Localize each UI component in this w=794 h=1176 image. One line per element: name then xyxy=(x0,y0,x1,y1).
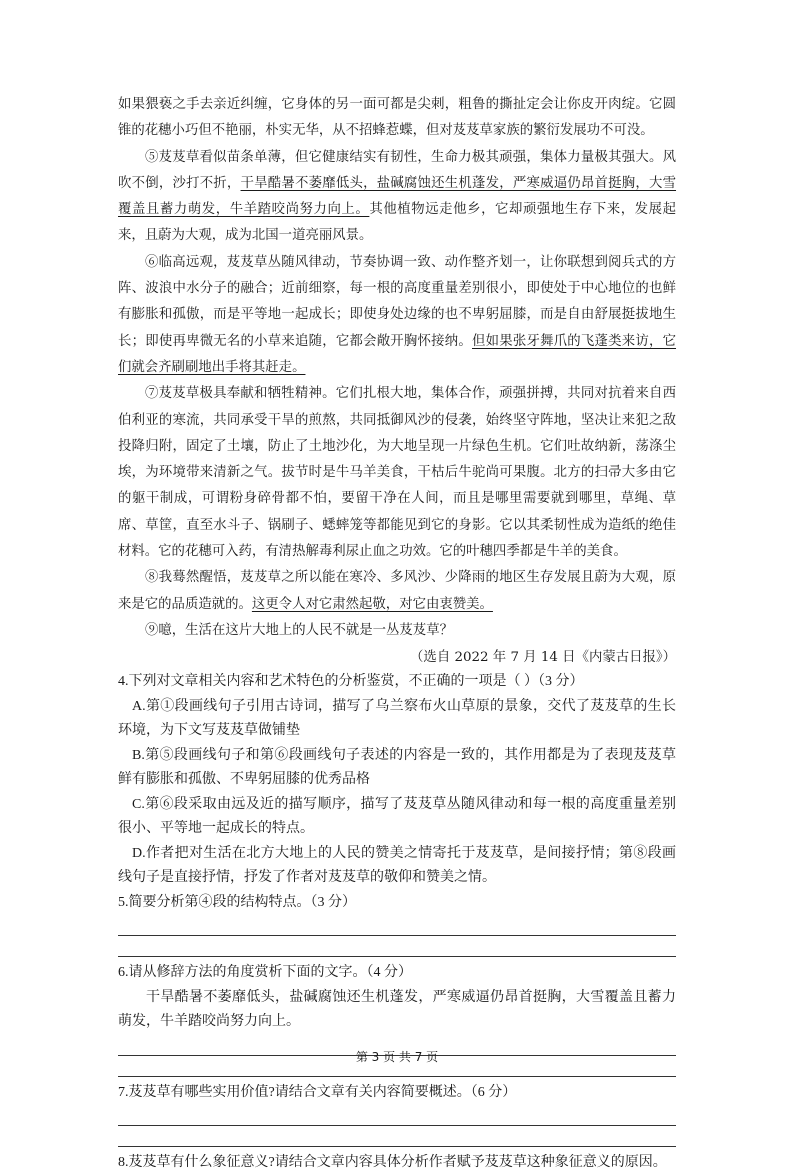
paragraph-5-underlined-sentence: 干旱酷暑不萎靡低头，盐碱腐蚀还生机蓬发，严寒威逼仍昂首挺胸，大雪覆盖且蓄力萌发，牛羊踏咬尚努力向上。 xyxy=(118,175,677,218)
question-6-quote: 干旱酷暑不萎靡低头，盐碱腐蚀还生机蓬发，严寒威逼仍昂首挺胸，大雪覆盖且蓄力萌发，牛羊踏咬尚努力向上。 xyxy=(118,989,676,1030)
answer-line[interactable] xyxy=(118,936,676,957)
question-5: 5.简要分析第④段的结构特点。（3 分） xyxy=(118,894,356,910)
passage-source: （选自 2022 年 7 月 14 日《内蒙古日报》） xyxy=(410,650,676,666)
passage-paragraph-9: ⑨噫，生活在这片大地上的人民不就是一丛芨芨草？ xyxy=(145,622,453,638)
question-4: 4.下列对文章相关内容和艺术特色的分析鉴赏，不正确的一项是（ ）（3 分） xyxy=(118,674,584,690)
answer-line[interactable] xyxy=(118,1126,676,1147)
page-number-footer: 第 3 页 共 7 页 xyxy=(355,1050,439,1064)
paragraph-6-underlined-sentence: 但如果张牙舞爪的飞蓬类来访，它们就会齐刷刷地出手将其赶走。 xyxy=(118,333,677,375)
paragraph-8-underlined-sentence: 这更令人对它肃然起敬，对它由衷赞美。 xyxy=(251,596,493,612)
paragraph-5-text-end: 其他植物远走他乡，它却顽强地生存下来，发展起来，且蔚为大观，成为北国一道亮丽风景。 xyxy=(118,202,676,244)
question-8: 8.芨芨草有什么象征意义?请结合文章内容具体分析作者赋予芨芨草这种象征意义的原因。 xyxy=(118,1155,667,1171)
answer-line[interactable] xyxy=(118,1105,676,1126)
question-6: 6.请从修辞方法的角度赏析下面的文字。（4 分） xyxy=(118,965,412,981)
page-content xyxy=(118,92,676,1176)
passage-paragraph-7: ⑦芨芨草极具奉献和牺牲精神。它们扎根大地，集体合作，顽强拼搏，共同对抗着来自西伯利亚的寒流，共同承受干旱的煎熬，共同抵御风沙的侵袭，始终坚守阵地，坚决让来犯之敌投降归附，固定了土壤，防止了土地沙化，为大地呈现一片绿色生机。它们吐故纳新，荡涤尘埃，为环境带来清新之气。拔节时是牛马羊美食，干枯后牛驼尚可果腹。北方的扫帚大多由它的躯干制成，可谓粉身碎骨都不怕，要留干净在人间，而且是哪里需要就到哪里，草绳、草席、草筐，直至水斗子、锅刷子、蟋蟀笼等都能见到它的身影。它以其柔韧性成为造纸的绝佳材料。它的花穗可入药，有清热解毒利尿止血之功效。它的叶穗四季都是牛羊的美食。 xyxy=(118,386,676,560)
passage-paragraph-4-end: 如果猥亵之手去亲近纠缠，它身体的另一面可都是尖刺，粗鲁的撕扯定会让你皮开肉绽。它圆锥的花穗小巧但不艳丽，朴实无华，从不招蜂惹蝶，但对芨芨草家族的繁衍发展功不可没。 xyxy=(118,97,676,139)
paragraph-8-text: ⑧我蓦然醒悟，芨芨草之所以能在寒冷、多风沙、少降雨的地区生存发展且蔚为大观，原来是它的品质造就的。 xyxy=(118,570,676,612)
paragraph-5-text: ⑤芨芨草看似苗条单薄，但它健康结实有韧性，生命力极其顽强，集体力量极其强大。风吹不倒，沙打不折， xyxy=(118,149,676,191)
passage-paragraph-5 xyxy=(118,145,676,250)
question-4-option-a: A.第①段画线句子引用古诗词，描写了乌兰察布火山草原的景象，交代了芨芨草的生长环境，为下文写芨芨草做铺垫 xyxy=(118,698,676,739)
paragraph-6-text: ⑥临高远观，芨芨草丛随风律动，节奏协调一致、动作整齐划一，让你联想到阅兵式的方阵、波浪中水分子的融合；近前细察，每一根的高度重量差别很小，即使处于中心地位的也鲜有膨胀和孤傲，而是平等地一起成长；即使身处边缘的也不卑躬屈膝，而是自由舒展挺拔地生长；即使再卑微无名的小草来追随，它都会敞开胸怀接纳。 xyxy=(118,254,676,349)
question-4-option-d: D.作者把对生活在北方大地上的人民的赞美之情寄托于芨芨草，是间接抒情；第⑧段画线句子是直接抒情，抒发了作者对芨芨草的敬仰和赞美之情。 xyxy=(118,845,676,886)
question-4-option-c: C.第⑥段采取由远及近的描写顺序，描写了芨芨草丛随风律动和每一根的高度重量差别很小、平等地一起成长的特点。 xyxy=(118,796,676,837)
question-4-option-b: B.第⑤段画线句子和第⑥段画线句子表述的内容是一致的，其作用都是为了表现芨芨草鲜有膨胀和孤傲、不卑躬屈膝的优秀品格 xyxy=(118,747,676,788)
passage-paragraph-6 xyxy=(118,250,676,381)
answer-line[interactable] xyxy=(118,915,676,936)
question-7: 7.芨芨草有哪些实用价值?请结合文章有关内容简要概述。（6 分） xyxy=(118,1084,517,1100)
passage-paragraph-8 xyxy=(118,565,676,618)
